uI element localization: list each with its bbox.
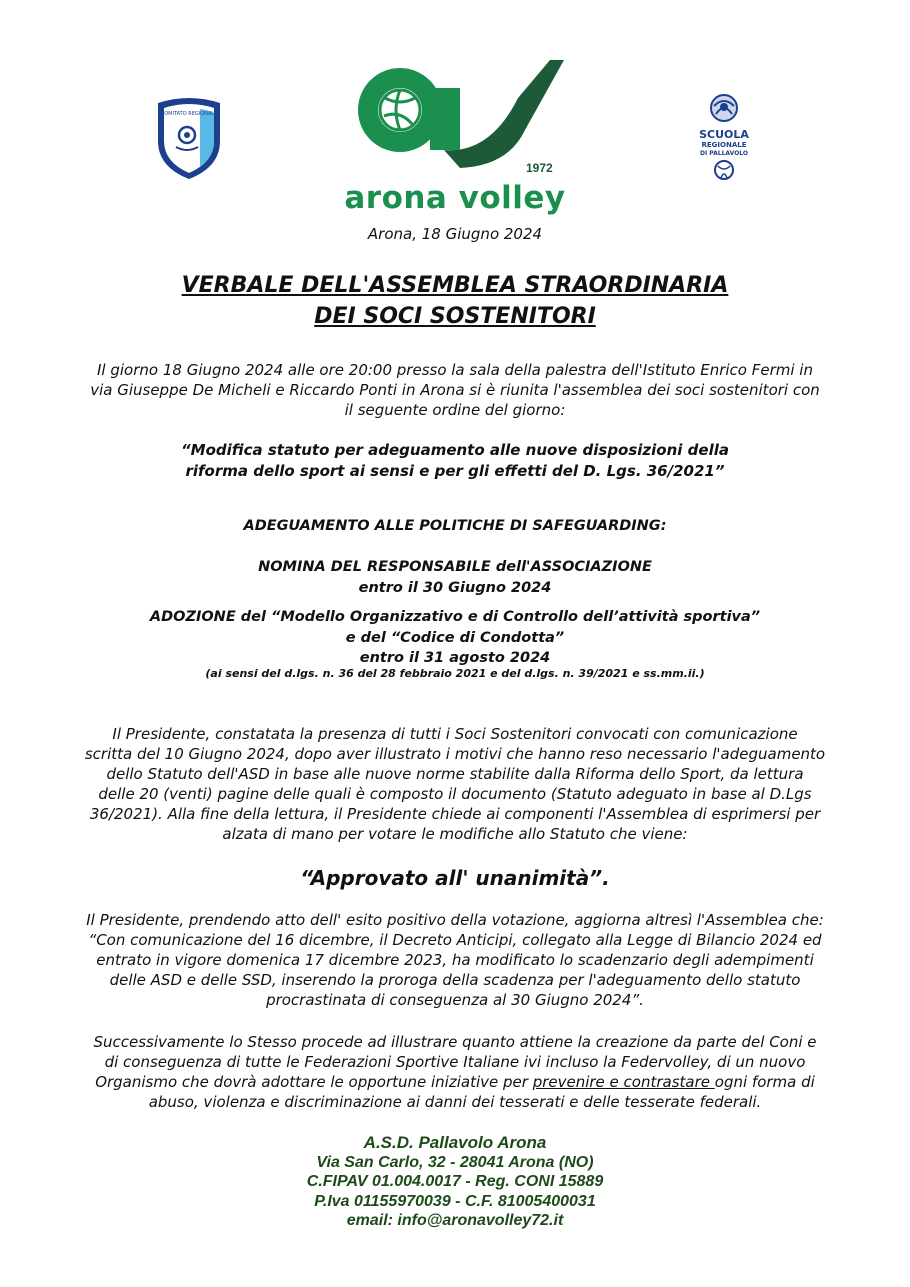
underlined-phrase: prevenire e contrastare	[532, 1073, 715, 1091]
intro-line: via Giuseppe De Micheli e Riccardo Ponti in Arona si è riunita l'assemblea dei soci sostenitori con	[90, 381, 820, 399]
logo-year: 1972	[526, 161, 553, 175]
organism-line-start: Organismo che dovrà adottare le opportune iniziative per	[95, 1073, 533, 1091]
organism-line: di conseguenza di tutte le Federazioni Sportive Italiane ivi incluso la Federvolley, di un nuovo	[104, 1053, 806, 1071]
logo-brand-name: arona volley	[344, 180, 566, 216]
organism-line: Successivamente lo Stesso procede ad illustrare quanto attiene la creazione da parte del Coni e	[93, 1033, 817, 1051]
organism-line-end: ogni forma di	[714, 1073, 815, 1091]
footer-tax-codes: P.Iva 01155970039 - C.F. 81005400031	[314, 1192, 596, 1210]
footer-org-name: A.S.D. Pallavolo Arona	[363, 1133, 547, 1152]
safeguarding-heading: ADEGUAMENTO ALLE POLITICHE DI SAFEGUARDING:	[243, 518, 667, 534]
organism-line	[0, 1072, 910, 1092]
president-line: delle 20 (venti) pagine delle quali è composto il documento (Statuto adeguato in base al D.Lgs	[98, 785, 812, 803]
agenda-quote-line: “Modifica statuto per adeguamento alle nuove disposizioni della	[181, 441, 729, 459]
organism-paragraph	[0, 1032, 910, 1112]
footer-address: Via San Carlo, 32 - 28041 Arona (NO)	[316, 1153, 594, 1171]
date-line: Arona, 18 Giugno 2024	[367, 225, 543, 243]
president-line: scritta del 10 Giugno 2024, dopo aver illustrato i motivi che hanno reso necessario l'adeguamento	[84, 745, 826, 763]
nomina-line: NOMINA DEL RESPONSABILE dell'ASSOCIAZIONE	[258, 559, 652, 575]
president-line: alzata di mano per votare le modifiche allo Statuto che viene:	[222, 825, 688, 843]
intro-paragraph	[0, 360, 910, 420]
president-paragraph	[0, 724, 910, 844]
document-title-line-2: DEI SOCI SOSTENITORI	[314, 304, 596, 329]
school-logo-line-3: DI PALLAVOLO	[699, 150, 749, 157]
regional-committee-shield-logo	[150, 95, 228, 181]
intro-line: Il giorno 18 Giugno 2024 alle ore 20:00 presso la sala della palestra dell'Istituto Enrico Fermi in	[97, 361, 813, 379]
update-line: “Con comunicazione del 16 dicembre, il Decreto Anticipi, collegato alla Legge di Bilancio 2024 ed	[88, 931, 822, 949]
president-line: 36/2021). Alla fine della lettura, il Presidente chiede ai componenti l'Assemblea di esprimersi per	[89, 805, 821, 823]
organization-footer	[0, 1133, 910, 1231]
update-line: entrato in vigore domenica 17 dicembre 2023, ha modificato lo scadenzario degli adempimenti	[96, 951, 814, 969]
nomina-block	[0, 557, 910, 599]
adozione-deadline: entro il 31 agosto 2024	[359, 650, 551, 666]
update-line: delle ASD e delle SSD, inserendo la proroga della scadenza per l'adeguamento dello statuto	[109, 971, 801, 989]
agenda-quote	[0, 440, 910, 482]
approval-result: “Approvato all' unanimità”.	[300, 866, 610, 890]
adozione-block	[0, 607, 910, 669]
adozione-line: e del “Codice di Condotta”	[345, 629, 565, 646]
nomina-deadline: entro il 30 Giugno 2024	[358, 580, 552, 596]
school-logo-line-1: SCUOLA	[699, 128, 749, 141]
update-line: Il Presidente, prendendo atto dell' esito positivo della votazione, aggiorna altresì l'Assemblea che:	[86, 911, 824, 929]
president-line: dello Statuto dell'ASD in base alle nuove norme stabilite dalla Riforma dello Sport, da lettura	[106, 765, 804, 783]
legal-reference-note: (ai sensi del d.lgs. n. 36 del 28 febbraio 2021 e del d.lgs. n. 39/2021 e ss.mm.ii.)	[205, 667, 705, 680]
footer-email[interactable]: email: info@aronavolley72.it	[346, 1212, 564, 1229]
school-logo-line-2: REGIONALE	[701, 141, 747, 149]
arona-volley-logo	[340, 58, 570, 218]
shield-logo-text: COMITATO REGIONALE	[160, 111, 218, 117]
document-title-line-1: VERBALE DELL'ASSEMBLEA STRAORDINARIA	[181, 273, 729, 298]
organism-line: abuso, violenza e discriminazione ai danni dei tesserati e delle tesserate federali.	[148, 1093, 762, 1111]
update-paragraph	[0, 910, 910, 1010]
president-line: Il Presidente, constatata la presenza di tutti i Soci Sostenitori convocati con comunicazione	[112, 725, 798, 743]
update-line: procrastinata di conseguenza al 30 Giugno 2024”.	[266, 991, 644, 1009]
footer-federation-codes: C.FIPAV 01.004.0017 - Reg. CONI 15889	[306, 1173, 604, 1190]
regional-volleyball-school-logo	[688, 92, 760, 184]
adozione-line: ADOZIONE del “Modello Organizzativo e di Controllo dell’attività sportiva”	[149, 609, 761, 625]
agenda-quote-line: riforma dello sport ai sensi e per gli effetti del D. Lgs. 36/2021”	[185, 462, 725, 480]
intro-line: il seguente ordine del giorno:	[344, 401, 566, 419]
